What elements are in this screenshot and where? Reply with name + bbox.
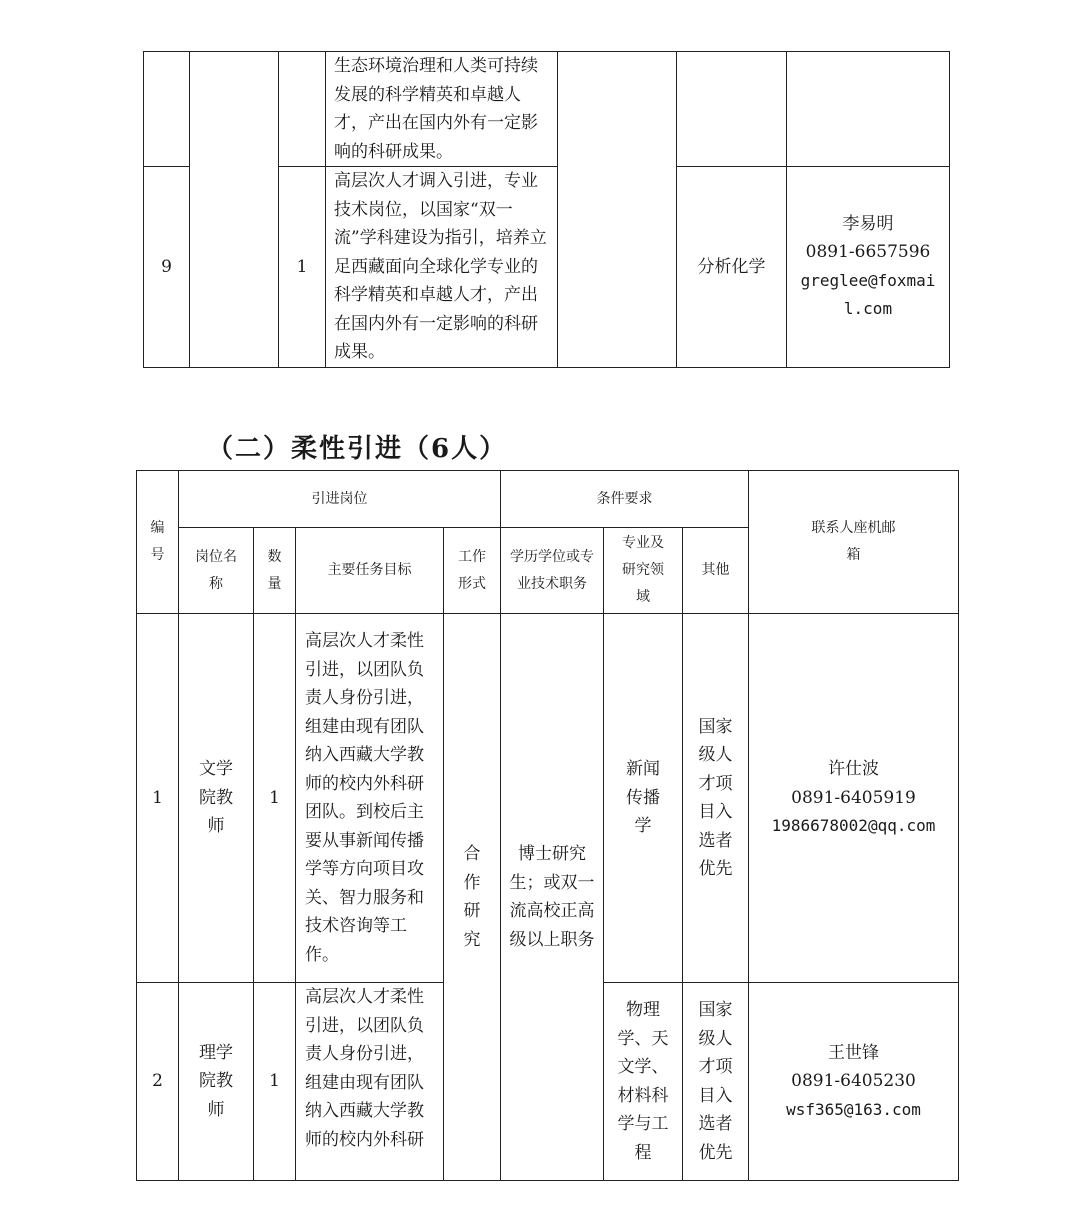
contact-cell [749,614,959,983]
work-form-cell: 合作研究 [444,614,501,1181]
task-cell: 高层次人才柔性引进，以团队负责人身份引进，组建由现有团队纳入西藏大学教师的校内外科研 [296,983,444,1181]
major-cell: 新闻传播学 [604,614,683,983]
task-cell: 生态环境治理和人类可持续发展的科学精英和卓越人才，产出在国内外有一定影响的科研成果。 [326,52,558,167]
contact-phone: 0891-6657596 [805,242,931,263]
header-contact: 联系人座机邮箱 [749,471,959,614]
major-cell: 物理学、天文学、材料科学与工程 [604,983,683,1181]
task-cell: 高层次人才调入引进，专业技术岗位，以国家“双一流”学科建设为指引，培养立足西藏面向全球化学专业的科学精英和卓越人才，产出在国内外有一定影响的科研成果。 [326,167,558,368]
row-number: 2 [137,983,179,1181]
contact-phone: 0891-6405919 [791,787,916,808]
count-cell: 1 [254,983,296,1181]
contact-cell [749,983,959,1181]
other-cell: 国家级人才项目入选者优先 [683,983,749,1181]
contact-phone: 0891-6405230 [791,1071,916,1092]
contact-email: 1986678002@qq.com [771,816,936,836]
header-work-form: 工作形式 [444,528,501,614]
other-cell: 国家级人才项目入选者优先 [683,614,749,983]
row-number: 9 [144,167,190,368]
task-cell: 高层次人才柔性引进，以团队负责人身份引进，组建由现有团队纳入西藏大学教师的校内外科研团队。到校后主要从事新闻传播学等方向项目攻关、智力服务和技术咨询等工作。 [296,614,444,983]
count-cell: 1 [254,614,296,983]
contact-email: greglee@foxmail.com [800,270,936,319]
contact-cell [787,167,950,368]
contact-name: 李易明 [842,213,894,234]
count-cell: 1 [279,167,326,368]
contact-name: 王世锋 [828,1042,879,1063]
post-name-cell: 理学院教师 [179,983,254,1181]
table-row [137,614,959,983]
table-flexible-intro [136,470,959,1181]
header-other: 其他 [683,528,749,614]
table-prev-section [143,51,950,368]
table-row [144,52,950,167]
header-no: 编号 [137,471,179,614]
header-task: 主要任务目标 [296,528,444,614]
header-post-name: 岗位名称 [179,528,254,614]
header-degree: 学历学位或专业技术职务 [501,528,604,614]
header-major: 专业及研究领域 [604,528,683,614]
header-group-cond: 条件要求 [501,471,749,528]
major-cell: 分析化学 [677,167,787,368]
contact-name: 许仕波 [828,759,879,780]
contact-email: wsf365@163.com [786,1099,921,1119]
section-title: （二）柔性引进（6人） [207,434,508,464]
header-group-post: 引进岗位 [179,471,501,528]
degree-cell: 博士研究生；或双一流高校正高级以上职务 [501,614,604,1181]
post-name-cell: 文学院教师 [179,614,254,983]
header-count: 数量 [254,528,296,614]
row-number: 1 [137,614,179,983]
